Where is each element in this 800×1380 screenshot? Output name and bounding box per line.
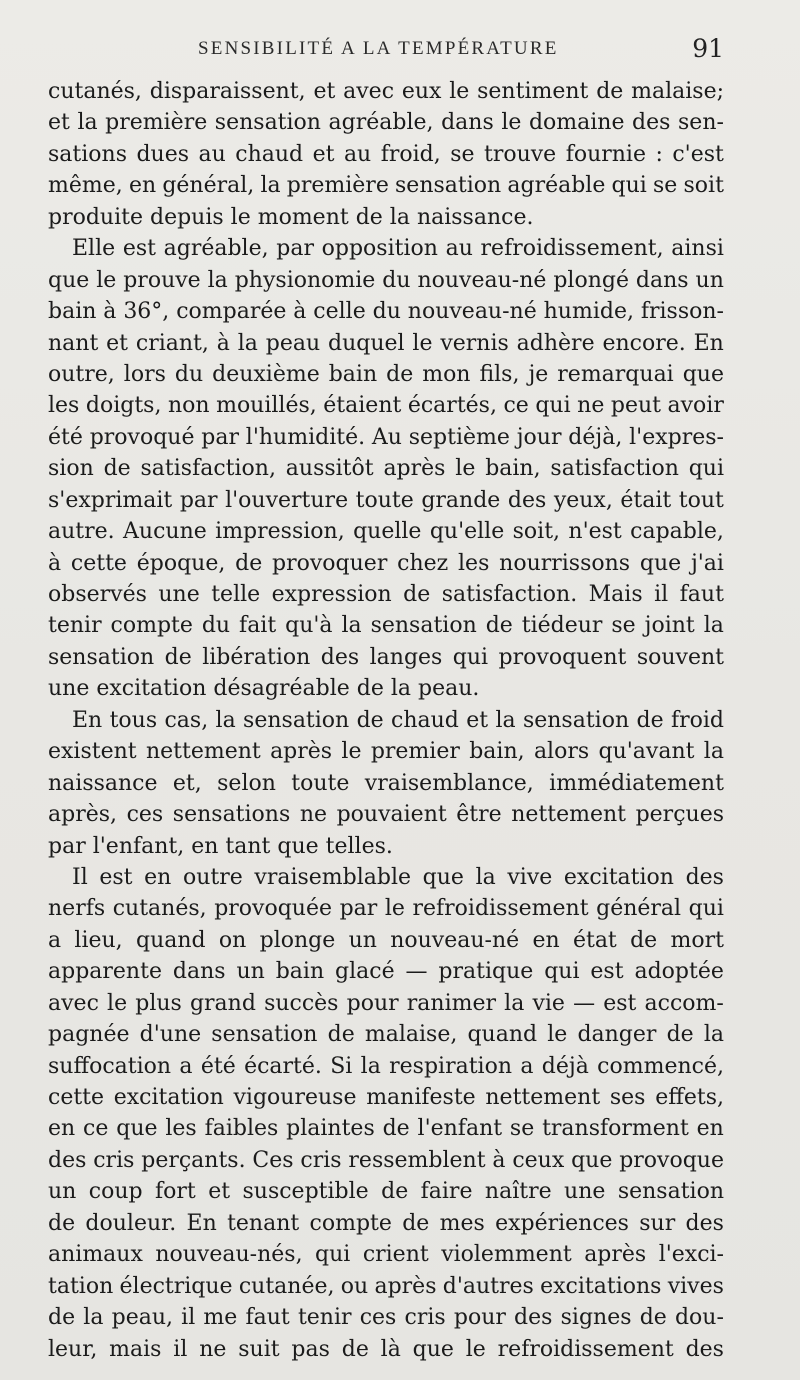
text-line: produite depuis le moment de la naissance.: [48, 204, 534, 230]
text-line: nant et criant, à la peau duquel le vernis adhère encore. En: [48, 330, 724, 356]
text-line: que le prouve la physionomie du nouveau-né plongé dans un: [48, 267, 724, 293]
text-line: tenir compte du fait qu'à la sensation de tiédeur se joint la: [48, 613, 724, 639]
text-line: Il est en outre vraisemblable que la vive excitation des: [72, 864, 724, 890]
text-line: des cris perçants. Ces cris ressemblent à ceux que provoque: [48, 1147, 724, 1173]
text-line: tation électrique cutanée, ou après d'autres excitations vives: [48, 1273, 724, 1299]
text-line: de la peau, il me faut tenir ces cris pour des signes de dou-: [48, 1305, 724, 1331]
text-line: sion de satisfaction, aussitôt après le bain, satisfaction qui: [48, 456, 724, 482]
text-line: sations dues au chaud et au froid, se trouve fournie : c'est: [48, 141, 724, 167]
text-line: suffocation a été écarté. Si la respiration a déjà commencé,: [48, 1053, 724, 1079]
text-line: animaux nouveau-nés, qui crient violemment après l'exci-: [48, 1242, 724, 1268]
text-line: s'exprimait par l'ouverture toute grande des yeux, était tout: [48, 487, 724, 513]
text-line: existent nettement après le premier bain, alors qu'avant la: [48, 739, 724, 765]
page-number: 91: [692, 34, 724, 63]
text-line: observés une telle expression de satisfaction. Mais il faut: [48, 582, 724, 607]
text-line: autre. Aucune impression, quelle qu'elle soit, n'est capable,: [48, 519, 724, 545]
text-line: et la première sensation agréable, dans le domaine des sen-: [48, 110, 724, 136]
text-line: sensation de libération des langes qui provoquent souvent: [48, 644, 724, 670]
text-line: cutanés, disparaissent, et avec eux le sentiment de malaise;: [48, 79, 724, 104]
text-line: de douleur. En tenant compte de mes expériences sur des: [48, 1210, 724, 1236]
text-line: En tous cas, la sensation de chaud et la sensation de froid: [72, 707, 724, 733]
text-line: bain à 36°, comparée à celle du nouveau-né humide, frisson-: [48, 299, 724, 325]
text-line: même, en général, la première sensation agréable qui se soit: [48, 173, 724, 199]
text-line: nerfs cutanés, provoquée par le refroidissement général qui: [48, 896, 724, 922]
text-line: par l'enfant, en tant que telles.: [48, 833, 393, 859]
text-line: Elle est agréable, par opposition au refroidissement, ainsi: [72, 236, 724, 262]
text-line: en ce que les faibles plaintes de l'enfant se transforment en: [48, 1116, 724, 1142]
text-line: les doigts, non mouillés, étaient écartés, ce qui ne peut avoir: [48, 393, 724, 419]
text-line: été provoqué par l'humidité. Au septième jour déjà, l'expres-: [48, 424, 724, 450]
text-line: cette excitation vigoureuse manifeste nettement ses effets,: [48, 1085, 724, 1110]
text-line: avec le plus grand succès pour ranimer la vie — est accom-: [48, 990, 724, 1016]
text-line: une excitation désagréable de la peau.: [48, 676, 480, 702]
text-line: apparente dans un bain glacé — pratique qui est adoptée: [48, 959, 724, 985]
running-head: SENSIBILITÉ A LA TEMPÉRATURE: [198, 38, 559, 59]
text-line: après, ces sensations ne pouvaient être nettement perçues: [48, 802, 724, 828]
text-line: à cette époque, de provoquer chez les nourrissons que j'ai: [48, 550, 724, 576]
body-text: [48, 76, 724, 1365]
text-line: un coup fort et susceptible de faire naître une sensation: [48, 1179, 724, 1205]
text-line: leur, mais il ne suit pas de là que le refroidissement des: [48, 1336, 724, 1362]
text-line: outre, lors du deuxième bain de mon fils, je remarquai que: [48, 361, 724, 387]
text-line: pagnée d'une sensation de malaise, quand le danger de la: [48, 1022, 724, 1048]
text-line: a lieu, quand on plonge un nouveau-né en état de mort: [48, 927, 724, 953]
page-header: [48, 34, 724, 70]
text-line: naissance et, selon toute vraisemblance, immédiatement: [48, 770, 724, 796]
